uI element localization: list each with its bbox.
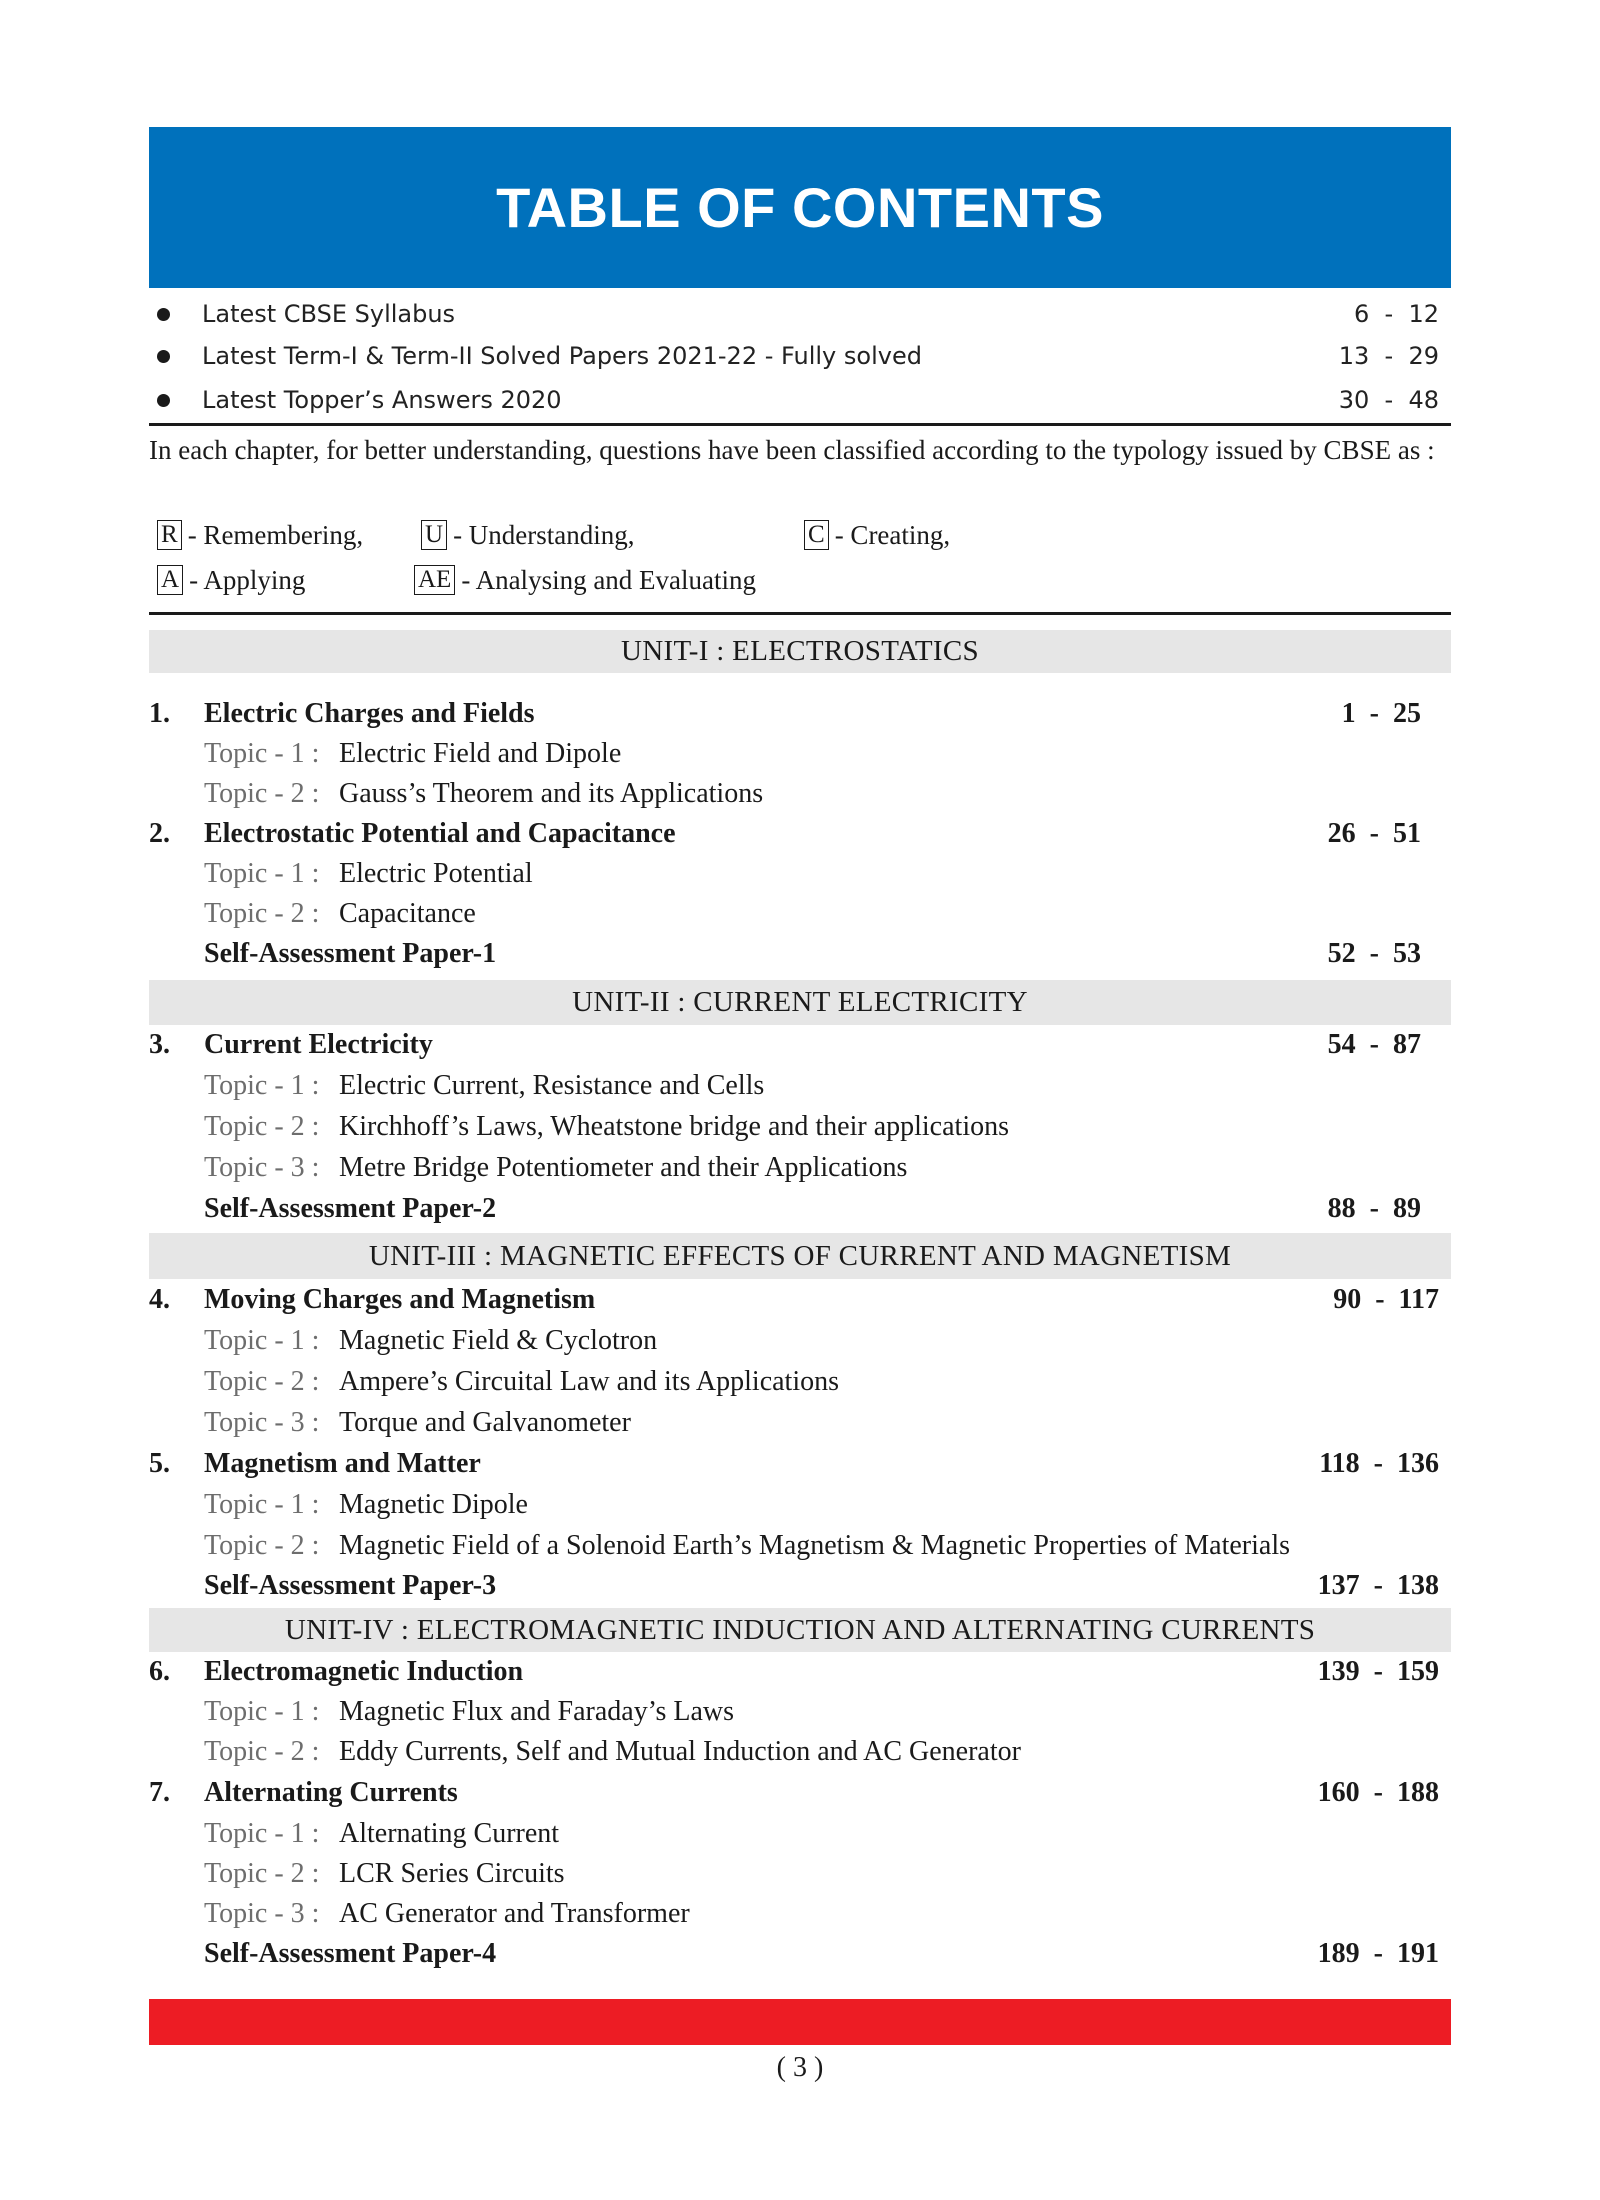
topic-title: Eddy Currents, Self and Mutual Induction and AC Generator	[339, 1736, 1021, 1767]
topic-row[interactable]	[149, 1732, 1451, 1772]
chapter-pages: 54 - 87	[1327, 1029, 1421, 1060]
chapter-title: Moving Charges and Magnetism	[204, 1284, 596, 1315]
topic-row[interactable]	[149, 1692, 1451, 1732]
topic-row[interactable]	[149, 1321, 1451, 1361]
topic-row[interactable]	[149, 1894, 1451, 1934]
legend-label: - Understanding,	[453, 519, 635, 550]
self-assessment-row[interactable]	[149, 1934, 1451, 1974]
prelim-pages: 6 - 12	[1354, 300, 1439, 328]
self-assessment-row[interactable]	[149, 1566, 1451, 1606]
topic-label: Topic - 1 :	[204, 1325, 320, 1356]
prelim-label: Latest CBSE Syllabus	[202, 300, 456, 328]
chapter-number: 5.	[149, 1448, 170, 1479]
self-assessment-pages: 88 - 89	[1327, 1193, 1421, 1224]
code-box: U	[421, 520, 447, 550]
topic-title: Electric Field and Dipole	[339, 738, 622, 769]
chapter-title: Alternating Currents	[204, 1777, 458, 1808]
chapter-number: 2.	[149, 818, 170, 849]
topic-row[interactable]	[149, 774, 1451, 814]
legend-label: - Creating,	[834, 519, 951, 550]
chapter-pages: 1 - 25	[1341, 698, 1421, 729]
chapter-row[interactable]	[149, 814, 1451, 854]
topic-title: Kirchhoff’s Laws, Wheatstone bridge and their applications	[339, 1111, 1009, 1142]
topic-row[interactable]	[149, 1814, 1451, 1854]
topic-title: LCR Series Circuits	[339, 1858, 565, 1889]
chapter-title: Electromagnetic Induction	[204, 1656, 524, 1687]
topic-label: Topic - 2 :	[204, 898, 320, 929]
chapter-row[interactable]	[149, 694, 1451, 734]
bullet-icon	[157, 350, 170, 363]
topic-row[interactable]	[149, 1107, 1451, 1147]
topic-label: Topic - 1 :	[204, 1818, 320, 1849]
legend-item-remembering	[157, 515, 363, 555]
topic-row[interactable]	[149, 1148, 1451, 1188]
self-assessment-pages: 189 - 191	[1317, 1938, 1439, 1969]
topic-row[interactable]	[149, 734, 1451, 774]
self-assessment-row[interactable]	[149, 934, 1451, 974]
topic-row[interactable]	[149, 1362, 1451, 1402]
page-number: ( 3 )	[776, 2052, 824, 2083]
header-band	[149, 127, 1451, 288]
prelim-label: Latest Term-I & Term-II Solved Papers 2021-22 - Fully solved	[202, 342, 922, 370]
topic-title: Magnetic Field & Cyclotron	[339, 1325, 658, 1356]
bullet-icon	[157, 394, 170, 407]
self-assessment-row[interactable]	[149, 1189, 1451, 1229]
topic-title: Magnetic Field of a Solenoid Earth’s Magnetism & Magnetic Properties of Materials	[339, 1530, 1291, 1561]
topic-title: Alternating Current	[339, 1818, 560, 1849]
page-title: TABLE OF CONTENTS	[496, 176, 1104, 239]
self-assessment-title: Self-Assessment Paper-2	[204, 1193, 497, 1224]
chapter-row[interactable]	[149, 1280, 1451, 1320]
topic-title: Electric Current, Resistance and Cells	[339, 1070, 765, 1101]
chapter-row[interactable]	[149, 1652, 1451, 1692]
chapter-pages: 139 - 159	[1317, 1656, 1439, 1687]
legend-item-understanding	[421, 515, 635, 555]
topic-label: Topic - 2 :	[204, 778, 320, 809]
topic-title: AC Generator and Transformer	[339, 1898, 690, 1929]
legend-label: - Remembering,	[187, 519, 364, 550]
topic-title: Capacitance	[339, 898, 476, 929]
chapter-title: Electric Charges and Fields	[204, 698, 535, 729]
topic-label: Topic - 2 :	[204, 1736, 320, 1767]
bullet-icon	[157, 308, 170, 321]
topic-label: Topic - 1 :	[204, 738, 320, 769]
topic-title: Magnetic Flux and Faraday’s Laws	[339, 1696, 735, 1727]
topic-title: Gauss’s Theorem and its Applications	[339, 778, 764, 809]
code-box: R	[157, 520, 182, 550]
prelim-pages: 30 - 48	[1338, 386, 1439, 414]
unit-heading: UNIT-I : ELECTROSTATICS	[149, 630, 1451, 673]
topic-label: Topic - 2 :	[204, 1111, 320, 1142]
chapter-pages: 160 - 188	[1317, 1777, 1439, 1808]
topic-title: Metre Bridge Potentiometer and their Applications	[339, 1152, 908, 1183]
topic-label: Topic - 3 :	[204, 1407, 320, 1438]
legend-label: - Applying	[189, 564, 306, 595]
self-assessment-title: Self-Assessment Paper-1	[204, 938, 497, 969]
topic-title: Torque and Galvanometer	[339, 1407, 631, 1438]
code-box: A	[157, 565, 183, 595]
typology-legend-row	[149, 515, 1451, 555]
code-box: C	[804, 520, 829, 550]
chapter-pages: 118 - 136	[1319, 1448, 1439, 1479]
self-assessment-pages: 52 - 53	[1327, 938, 1421, 969]
topic-row[interactable]	[149, 1854, 1451, 1894]
topic-row[interactable]	[149, 1403, 1451, 1443]
legend-item-creating	[804, 515, 950, 555]
prelim-item[interactable]	[149, 380, 1451, 420]
chapter-row[interactable]	[149, 1444, 1451, 1484]
topic-label: Topic - 1 :	[204, 1696, 320, 1727]
self-assessment-pages: 137 - 138	[1317, 1570, 1439, 1601]
typology-intro: In each chapter, for better understanding, questions have been classified according to the typology issued by CBSE as :	[149, 435, 1435, 465]
self-assessment-title: Self-Assessment Paper-3	[204, 1570, 497, 1601]
topic-label: Topic - 2 :	[204, 1530, 320, 1561]
legend-label: - Analysing and Evaluating	[461, 564, 757, 595]
prelim-pages: 13 - 29	[1338, 342, 1439, 370]
topic-label: Topic - 1 :	[204, 858, 320, 889]
topic-label: Topic - 3 :	[204, 1898, 320, 1929]
typology-legend-row	[149, 560, 1451, 600]
topic-row[interactable]	[149, 894, 1451, 934]
legend-item-analysing-evaluating	[414, 560, 756, 600]
chapter-number: 4.	[149, 1284, 170, 1315]
unit-heading: UNIT-III : MAGNETIC EFFECTS OF CURRENT AND MAGNETISM	[149, 1233, 1451, 1279]
topic-title: Magnetic Dipole	[339, 1489, 528, 1520]
chapter-pages: 26 - 51	[1327, 818, 1421, 849]
topic-row[interactable]	[149, 854, 1451, 894]
topic-row[interactable]	[149, 1066, 1451, 1106]
topic-label: Topic - 3 :	[204, 1152, 320, 1183]
divider	[149, 423, 1451, 426]
prelim-label: Latest Topper’s Answers 2020	[202, 386, 562, 414]
chapter-row[interactable]	[149, 1025, 1451, 1065]
chapter-number: 1.	[149, 698, 170, 729]
prelim-item[interactable]	[149, 336, 1451, 376]
chapter-number: 7.	[149, 1777, 170, 1808]
footer-band	[149, 1999, 1451, 2045]
chapter-row[interactable]	[149, 1773, 1451, 1813]
topic-label: Topic - 1 :	[204, 1070, 320, 1101]
chapter-number: 3.	[149, 1029, 170, 1060]
unit-heading: UNIT-IV : ELECTROMAGNETIC INDUCTION AND ALTERNATING CURRENTS	[149, 1608, 1451, 1652]
topic-label: Topic - 2 :	[204, 1366, 320, 1397]
chapter-title: Magnetism and Matter	[204, 1448, 481, 1479]
topic-title: Electric Potential	[339, 858, 533, 889]
chapter-number: 6.	[149, 1656, 170, 1687]
topic-title: Ampere’s Circuital Law and its Applications	[339, 1366, 840, 1397]
chapter-pages: 90 - 117	[1333, 1284, 1439, 1315]
legend-item-applying	[157, 560, 305, 600]
chapter-title: Electrostatic Potential and Capacitance	[204, 818, 676, 849]
topic-row[interactable]	[149, 1526, 1451, 1566]
divider	[149, 612, 1451, 615]
self-assessment-title: Self-Assessment Paper-4	[204, 1938, 497, 1969]
topic-label: Topic - 1 :	[204, 1489, 320, 1520]
chapter-title: Current Electricity	[204, 1029, 433, 1060]
topic-label: Topic - 2 :	[204, 1858, 320, 1889]
code-box: AE	[414, 565, 455, 595]
topic-row[interactable]	[149, 1485, 1451, 1525]
prelim-item[interactable]	[149, 294, 1451, 334]
unit-heading: UNIT-II : CURRENT ELECTRICITY	[149, 980, 1451, 1025]
